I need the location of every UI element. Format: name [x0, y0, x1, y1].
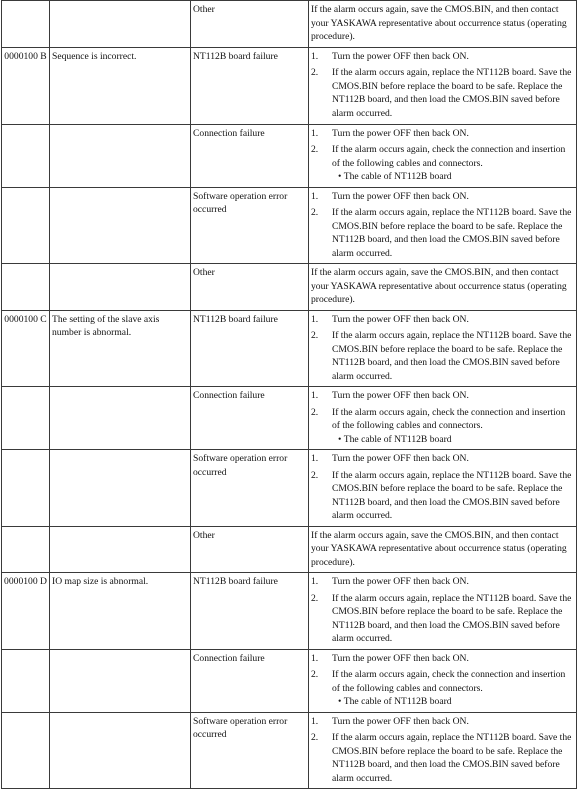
step-number: 2. — [311, 592, 319, 604]
step-text: Turn the power OFF then back ON. — [332, 50, 469, 62]
step-body — [332, 715, 574, 729]
table-row — [2, 1, 577, 48]
step-text: If the alarm occurs again, replace the NT112B board. Save the CMOS.BIN before replace the board to be safe. Replace the NT112B board, and then load the CMOS.BIN saved before alarm occurred. — [332, 592, 572, 644]
alarm-message — [50, 187, 191, 264]
step-number: 1. — [311, 127, 319, 139]
step-body — [332, 50, 574, 64]
step-body — [332, 66, 574, 120]
alarm-table-body — [2, 1, 577, 789]
step-text: If the alarm occurs again, replace the NT112B board. Save the CMOS.BIN before replace the board to be safe. Replace the NT112B board, and then load the CMOS.BIN saved before alarm occurred. — [332, 207, 572, 259]
sub-list — [332, 170, 574, 184]
step-number: 2. — [311, 732, 319, 743]
step-number: 2. — [311, 144, 319, 155]
remedy-text: If the alarm occurs again, save the CMOS.BIN, and then contact your YASKAWA representative about occurrence status (operating procedure). — [311, 267, 567, 305]
step-body — [332, 313, 574, 327]
table-row — [2, 712, 577, 789]
step-body — [332, 406, 574, 447]
remedy-steps — [311, 389, 574, 446]
step-number: 1. — [311, 715, 319, 727]
alarm-message — [50, 450, 191, 527]
remedy-step — [311, 190, 574, 204]
alarm-cause: Software operation error occurred — [191, 187, 309, 264]
step-number: 2. — [311, 469, 319, 481]
step-number: 1. — [311, 652, 319, 664]
remedy-step — [311, 469, 574, 523]
step-text: Turn the power OFF then back ON. — [332, 652, 469, 664]
alarm-message — [50, 1, 191, 48]
step-body — [332, 731, 574, 785]
step-body — [332, 592, 574, 646]
alarm-code — [2, 712, 50, 789]
table-row — [2, 264, 577, 311]
remedy-step — [311, 329, 574, 383]
step-number: 1. — [311, 576, 319, 587]
alarm-remedy — [309, 526, 577, 573]
alarm-remedy — [309, 1, 577, 48]
step-body — [332, 190, 574, 204]
step-text: If the alarm occurs again, replace the NT112B board. Save the CMOS.BIN before replace the board to be safe. Replace the NT112B board, and then load the CMOS.BIN saved before alarm occurred. — [332, 732, 572, 784]
alarm-code: 0000100 C — [2, 310, 50, 387]
alarm-remedy — [309, 124, 577, 187]
step-body — [332, 452, 574, 466]
step-number: 1. — [311, 313, 319, 325]
remedy-step — [311, 389, 574, 403]
step-text: If the alarm occurs again, replace the NT112B board. Save the CMOS.BIN before replace the board to be safe. Replace the NT112B board, and then load the CMOS.BIN saved before alarm occurred. — [332, 469, 572, 521]
step-number: 1. — [311, 50, 319, 62]
alarm-code: 0000100 D — [2, 573, 50, 650]
remedy-text: If the alarm occurs again, save the CMOS.BIN, and then contact your YASKAWA representative about occurrence status (operating procedure). — [311, 529, 567, 568]
sub-item: • The cable of NT112B board — [338, 433, 574, 447]
step-number: 1. — [311, 453, 319, 464]
sub-list — [332, 695, 574, 709]
sub-list — [332, 433, 574, 447]
remedy-steps — [311, 452, 574, 523]
remedy-step — [311, 206, 574, 260]
table-row — [2, 124, 577, 187]
step-body — [332, 143, 574, 184]
alarm-cause: NT112B board failure — [191, 47, 309, 124]
step-number: 2. — [311, 207, 319, 218]
alarm-code: 0000100 B — [2, 47, 50, 124]
remedy-step — [311, 652, 574, 666]
remedy-step — [311, 313, 574, 327]
table-row — [2, 310, 577, 387]
alarm-remedy — [309, 47, 577, 124]
step-text: If the alarm occurs again, check the connection and insertion of the following cables and connectors. — [332, 406, 566, 431]
sub-item: • The cable of NT112B board — [338, 695, 574, 709]
step-text: Turn the power OFF then back ON. — [332, 576, 469, 587]
step-body — [332, 127, 574, 141]
alarm-message: The setting of the slave axis number is abnormal. — [50, 310, 191, 387]
remedy-text: If the alarm occurs again, save the CMOS.BIN, and then contact your YASKAWA representative about occurrence status (operating procedure). — [311, 4, 567, 42]
step-body — [332, 652, 574, 666]
alarm-code — [2, 187, 50, 264]
remedy-step — [311, 592, 574, 646]
alarm-remedy — [309, 649, 577, 712]
sub-item: • The cable of NT112B board — [338, 170, 574, 184]
alarm-remedy — [309, 310, 577, 387]
remedy-step — [311, 668, 574, 709]
remedy-steps — [311, 313, 574, 384]
alarm-cause: Connection failure — [191, 387, 309, 450]
alarm-code — [2, 264, 50, 311]
alarm-message — [50, 526, 191, 573]
remedy-step — [311, 452, 574, 466]
alarm-table — [1, 0, 577, 789]
alarm-code — [2, 450, 50, 527]
remedy-steps — [311, 652, 574, 709]
alarm-cause: Other — [191, 1, 309, 48]
table-row — [2, 387, 577, 450]
alarm-message — [50, 387, 191, 450]
remedy-step — [311, 66, 574, 120]
step-number: 2. — [311, 330, 319, 341]
remedy-step — [311, 143, 574, 184]
step-text: Turn the power OFF then back ON. — [332, 313, 469, 325]
alarm-code — [2, 387, 50, 450]
step-number: 2. — [311, 67, 319, 78]
step-text: Turn the power OFF then back ON. — [332, 127, 469, 139]
alarm-cause: Connection failure — [191, 649, 309, 712]
step-text: Turn the power OFF then back ON. — [332, 453, 469, 464]
alarm-message — [50, 124, 191, 187]
remedy-steps — [311, 575, 574, 646]
alarm-message — [50, 649, 191, 712]
alarm-message: Sequence is incorrect. — [50, 47, 191, 124]
remedy-steps — [311, 715, 574, 786]
remedy-steps — [311, 190, 574, 261]
step-text: Turn the power OFF then back ON. — [332, 190, 469, 202]
step-body — [332, 329, 574, 383]
alarm-message: IO map size is abnormal. — [50, 573, 191, 650]
step-text: If the alarm occurs again, replace the NT112B board. Save the CMOS.BIN before replace the board to be safe. Replace the NT112B board, and then load the CMOS.BIN saved before alarm occurred. — [332, 67, 572, 119]
alarm-message — [50, 264, 191, 311]
step-body — [332, 469, 574, 523]
alarm-cause: Other — [191, 264, 309, 311]
step-number: 1. — [311, 190, 319, 202]
remedy-step — [311, 127, 574, 141]
table-row — [2, 573, 577, 650]
step-number: 2. — [311, 406, 319, 418]
table-row — [2, 450, 577, 527]
step-text: If the alarm occurs again, replace the NT112B board. Save the CMOS.BIN before replace the board to be safe. Replace the NT112B board, and then load the CMOS.BIN saved before alarm occurred. — [332, 330, 572, 382]
table-row — [2, 47, 577, 124]
remedy-step — [311, 575, 574, 589]
alarm-cause: Connection failure — [191, 124, 309, 187]
step-body — [332, 575, 574, 589]
alarm-remedy — [309, 573, 577, 650]
alarm-code — [2, 1, 50, 48]
table-row — [2, 526, 577, 573]
remedy-step — [311, 731, 574, 785]
step-text: If the alarm occurs again, check the connection and insertion of the following cables and connectors. — [332, 669, 566, 694]
table-row — [2, 187, 577, 264]
alarm-cause: NT112B board failure — [191, 573, 309, 650]
step-text: If the alarm occurs again, check the connection and insertion of the following cables and connectors. — [332, 144, 566, 169]
alarm-remedy — [309, 450, 577, 527]
remedy-steps — [311, 127, 574, 184]
step-number: 2. — [311, 669, 319, 680]
alarm-code — [2, 649, 50, 712]
remedy-step — [311, 406, 574, 447]
alarm-cause: Other — [191, 526, 309, 573]
remedy-step — [311, 50, 574, 64]
alarm-cause: NT112B board failure — [191, 310, 309, 387]
alarm-cause: Software operation error occurred — [191, 450, 309, 527]
remedy-step — [311, 715, 574, 729]
step-body — [332, 389, 574, 403]
step-text: Turn the power OFF then back ON. — [332, 715, 469, 727]
step-body — [332, 668, 574, 709]
alarm-remedy — [309, 264, 577, 311]
alarm-message — [50, 712, 191, 789]
alarm-cause: Software operation error occurred — [191, 712, 309, 789]
table-row — [2, 649, 577, 712]
alarm-remedy — [309, 387, 577, 450]
remedy-steps — [311, 50, 574, 121]
alarm-code — [2, 526, 50, 573]
alarm-code — [2, 124, 50, 187]
alarm-remedy — [309, 712, 577, 789]
step-number: 1. — [311, 390, 319, 401]
alarm-remedy — [309, 187, 577, 264]
step-text: Turn the power OFF then back ON. — [332, 390, 469, 401]
step-body — [332, 206, 574, 260]
